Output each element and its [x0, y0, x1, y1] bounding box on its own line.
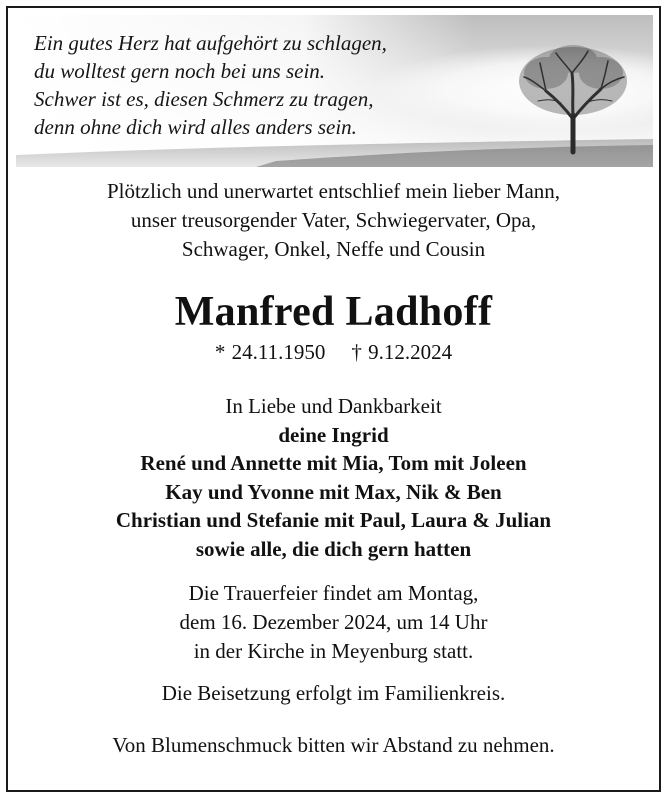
mourner-line: sowie alle, die dich gern hatten: [195, 536, 472, 561]
flowers-request: Von Blumenschmuck bitten wir Abstand zu nehmen.: [112, 733, 555, 757]
mourners-block: [6, 392, 661, 564]
burial-info: Die Beisetzung erfolgt im Familienkreis.: [161, 681, 506, 705]
mourner-line: deine Ingrid: [278, 422, 389, 447]
death-announcement: [6, 177, 661, 264]
verse-line: denn ohne dich wird alles anders sein.: [34, 115, 357, 139]
birth-date: * 24.11.1950: [214, 340, 326, 364]
mourners-intro: In Liebe und Dankbarkeit: [225, 394, 442, 418]
life-dates: [6, 338, 661, 366]
mourner-line: René und Annette mit Mia, Tom mit Joleen: [140, 451, 527, 476]
deceased-name: Manfred Ladhoff: [174, 289, 493, 335]
verse-line: Schwer ist es, diesen Schmerz zu tragen,: [34, 87, 374, 111]
verse-line: du wolltest gern noch bei uns sein.: [34, 59, 326, 83]
intro-line: unser treusorgender Vater, Schwiegervater, Opa,: [130, 208, 537, 232]
funeral-info: [6, 579, 661, 666]
funeral-line: dem 16. Dezember 2024, um 14 Uhr: [179, 610, 488, 634]
mourner-line: Kay und Yvonne mit Max, Nik & Ben: [165, 479, 502, 504]
verse-line: Ein gutes Herz hat aufgehört zu schlagen,: [34, 31, 387, 55]
death-date: † 9.12.2024: [351, 340, 453, 364]
mourner-line: Christian und Stefanie mit Paul, Laura & Julian: [115, 508, 552, 533]
intro-line: Plötzlich und unerwartet entschlief mein lieber Mann,: [106, 179, 561, 203]
header-banner: [16, 15, 653, 167]
funeral-line: in der Kirche in Meyenburg statt.: [193, 639, 474, 663]
verse: [34, 29, 387, 141]
intro-line: Schwager, Onkel, Neffe und Cousin: [181, 237, 486, 261]
funeral-line: Die Trauerfeier findet am Montag,: [188, 581, 479, 605]
